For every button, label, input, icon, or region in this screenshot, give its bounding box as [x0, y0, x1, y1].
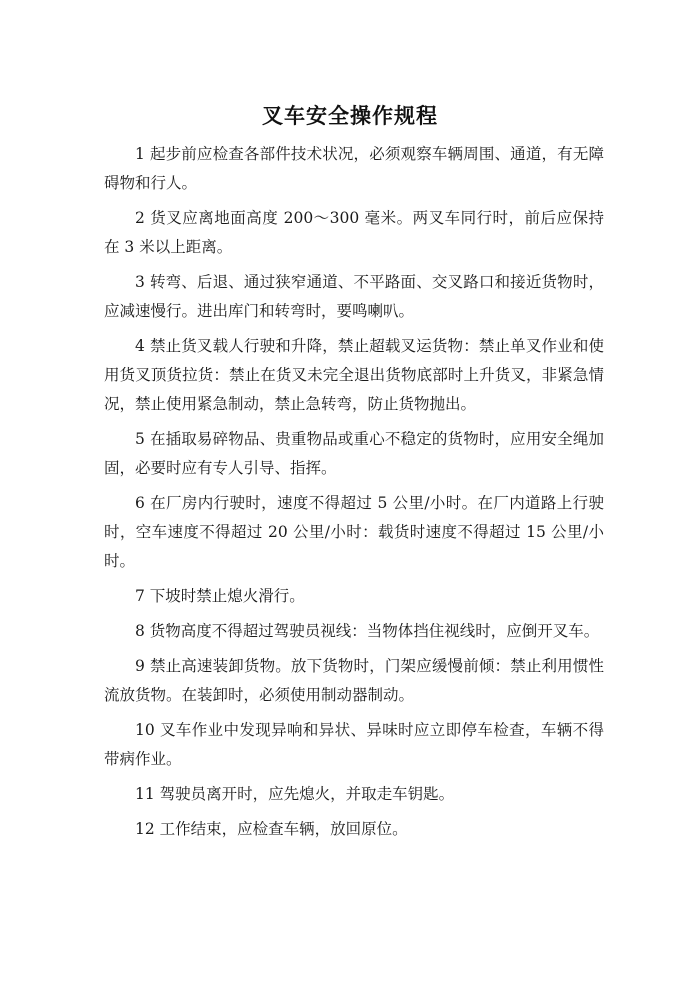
- rule-item-6: 6 在厂房内行驶时，速度不得超过 5 公里/小时。在厂内道路上行驶时，空车速度不得超过 20 公里/小时：载货时速度不得超过 15 公里/小时。: [104, 494, 604, 570]
- rule-item-2: 2 货叉应离地面高度 200～300 毫米。两叉车同行时，前后应保持在 3 米以上距离。: [104, 209, 604, 256]
- rule-item-4: 4 禁止货叉载人行驶和升降，禁止超载叉运货物：禁止单叉作业和使用货叉顶货拉货：禁止在货叉未完全退出货物底部时上升货叉，非紧急情况，禁止使用紧急制动，禁止急转弯，防止货物抛出。: [104, 337, 604, 413]
- rule-item-3: 3 转弯、后退、通过狭窄通道、不平路面、交叉路口和接近货物时，应减速慢行。进出库门和转弯时，要鸣喇叭。: [104, 273, 604, 320]
- rule-item-5: 5 在插取易碎物品、贵重物品或重心不稳定的货物时，应用安全绳加固，必要时应有专人引导、指挥。: [104, 430, 604, 477]
- rule-item-12: 12 工作结束，应检查车辆，放回原位。: [135, 820, 408, 838]
- page-title: 叉车安全操作规程: [262, 104, 438, 128]
- rules-list: [104, 140, 604, 850]
- rule-item-10: 10 叉车作业中发现异响和异状、异味时应立即停车检查，车辆不得带病作业。: [104, 721, 604, 768]
- rule-item-11: 11 驾驶员离开时，应先熄火，并取走车钥匙。: [135, 785, 455, 803]
- rule-item-8: 8 货物高度不得超过驾驶员视线：当物体挡住视线时，应倒开叉车。: [135, 622, 600, 640]
- rule-item-1: 1 起步前应检查各部件技术状况，必须观察车辆周围、通道，有无障碍物和行人。: [104, 145, 604, 192]
- rule-item-7: 7 下坡时禁止熄火滑行。: [135, 587, 305, 605]
- rule-item-9: 9 禁止高速装卸货物。放下货物时，门架应缓慢前倾：禁止利用惯性流放货物。在装卸时，必须使用制动器制动。: [104, 657, 604, 704]
